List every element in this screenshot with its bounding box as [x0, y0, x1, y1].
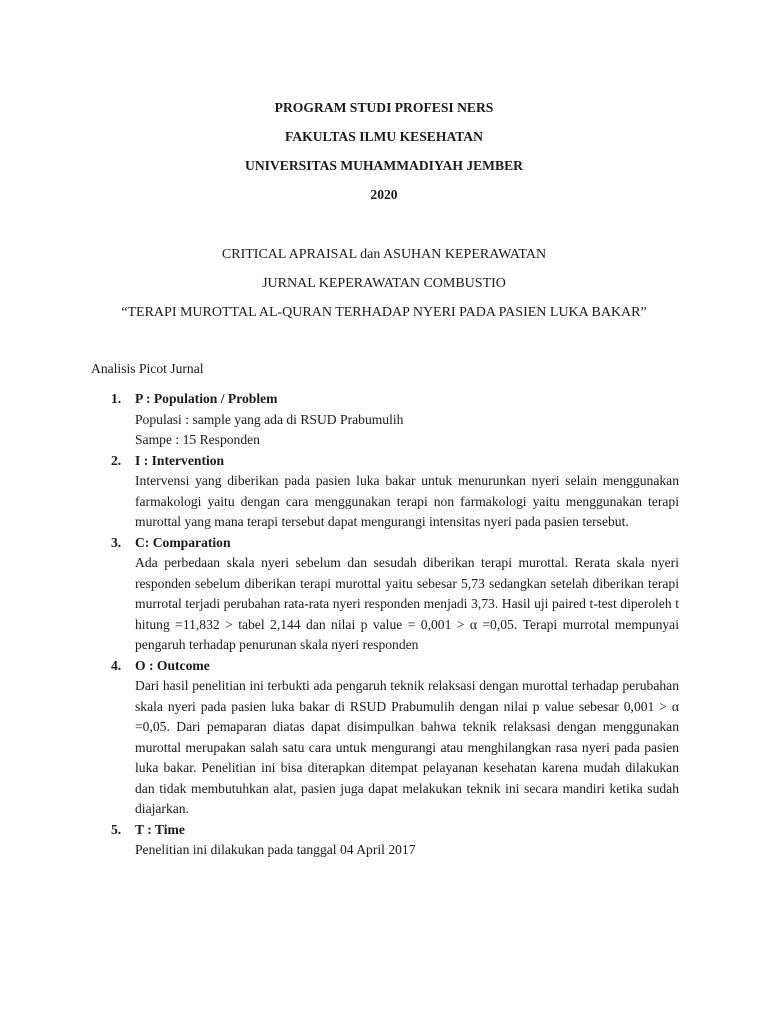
item-line: Populasi : sample yang ada di RSUD Prabumulih [135, 411, 404, 427]
item-line: Sampe : 15 Responden [135, 432, 260, 447]
item-number: 2. [111, 452, 122, 468]
document-title: CRITICAL APRAISAL dan ASUHAN KEPERAWATAN [221, 247, 547, 262]
item-body: Intervensi yang diberikan pada pasien luka bakar untuk menurunkan nyeri selain menggunakan farmakologi yaitu dengan cara menggunakan terapi non farmakologi yaitu menggunakan terapi murottal yang mana terapi tersebut dapat mengurangi intensitas nyeri pada pasien tersebut. [135, 473, 679, 529]
item-heading: O : Outcome [135, 657, 210, 673]
program-name: PROGRAM STUDI PROFESI NERS [274, 100, 494, 115]
item-number: 4. [111, 657, 122, 673]
picot-list [91, 389, 679, 861]
item-number: 5. [111, 821, 122, 837]
item-heading: C: Comparation [135, 534, 231, 550]
item-heading: I : Intervention [135, 452, 225, 468]
journal-name: JURNAL KEPERAWATAN COMBUSTIO [262, 276, 506, 291]
year: 2020 [370, 187, 398, 202]
item-number: 3. [111, 534, 122, 550]
item-body: Dari hasil penelitian ini terbukti ada pengaruh teknik relaksasi dengan murottal terhadap perubahan skala nyeri pada pasien luka bakar di RSUD Prabumulih dengan nilai p value sebesar 0,001 > α =0,05. Dari pemaparan diatas dapat disimpulkan bahwa teknik relaksasi dengan menggunakan murottal merupakan salah satu cara untuk mengurangi atau menghilangkan rasa nyeri pada pasien luka bakar. Penelitian ini bisa diterapkan ditempat pelayanan kesehatan karena mudah dilakukan dan tidak membutuhkan alat, pasien juga dapat melakukan teknik ini secara mandiri ketika sudah diajarkan. [135, 678, 679, 816]
document-title-block [0, 240, 768, 327]
list-item-population [91, 389, 679, 451]
faculty-name: FAKULTAS ILMU KESEHATAN [285, 129, 483, 144]
list-item-intervention [91, 451, 679, 533]
section-intro: Analisis Picot Jurnal [91, 361, 204, 376]
item-body: Ada perbedaan skala nyeri sebelum dan sesudah diberikan terapi murottal. Rerata skala nyeri responden sebelum diberikan terapi murottal yaitu sebesar 5,73 sedangkan setelah diberikan terapi murrotal terjadi perubahan rata-rata nyeri responden menjadi 3,73. Hasil uji paired t-test diperoleh t hitung =11,832 > tabel 2,144 dan nilai p value = 0,001 > α =0,05. Terapi murrotal mempunyai pengaruh terhadap penurunan skala nyeri responden [135, 555, 679, 652]
article-title: “TERAPI MUROTTAL AL-QURAN TERHADAP NYERI PADA PASIEN LUKA BAKAR” [121, 305, 647, 320]
item-heading: P : Population / Problem [135, 391, 278, 406]
item-line: Penelitian ini dilakukan pada tanggal 04 April 2017 [135, 842, 416, 857]
university-name: UNIVERSITAS MUHAMMADIYAH JEMBER [245, 158, 523, 173]
list-item-time [91, 820, 679, 861]
list-item-comparation [91, 533, 679, 656]
list-item-outcome [91, 656, 679, 820]
institution-header [0, 93, 768, 209]
item-number: 1. [111, 391, 122, 406]
item-heading: T : Time [135, 821, 185, 837]
